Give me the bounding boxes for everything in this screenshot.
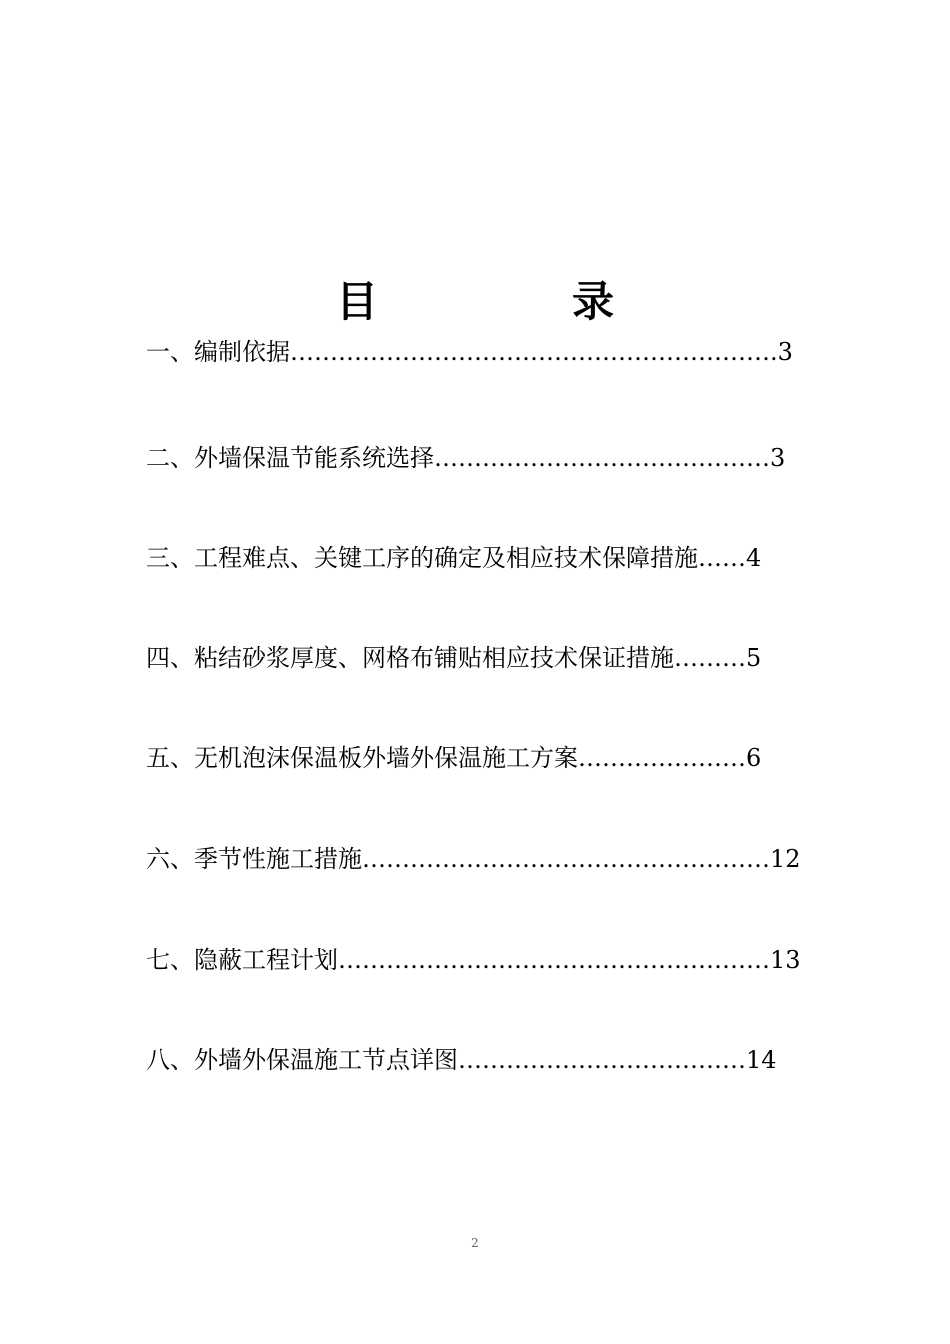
page-number: 2 bbox=[471, 1236, 479, 1250]
toc-entry-label: 二、外墙保温节能系统选择 bbox=[146, 444, 434, 472]
toc-entry-label: 七、隐蔽工程计划 bbox=[146, 946, 338, 974]
toc-entry-leader: …………………………………………… bbox=[362, 845, 770, 873]
toc-entry-leader: ……………………………… bbox=[458, 1046, 746, 1074]
toc-entry-page: .3 bbox=[770, 338, 793, 366]
toc-entry-page: 6 bbox=[746, 744, 762, 772]
toc-entry-label: 四、粘结砂浆厚度、网格布铺贴相应技术保证措施 bbox=[146, 644, 674, 672]
toc-entry bbox=[146, 1045, 777, 1075]
toc-entry bbox=[146, 945, 801, 975]
toc-entry bbox=[146, 844, 801, 874]
toc-entry-label: 八、外墙外保温施工节点详图 bbox=[146, 1046, 458, 1074]
toc-entry-page: 4 bbox=[746, 544, 762, 572]
toc-entry-leader: ………………… bbox=[578, 744, 746, 772]
toc-entry-leader: …………………………………… bbox=[434, 444, 770, 472]
toc-entry-page: 5 bbox=[746, 644, 762, 672]
toc-entry-page: 13 bbox=[770, 946, 801, 974]
toc-entry bbox=[146, 443, 785, 473]
toc-entry-page: 3 bbox=[770, 444, 786, 472]
toc-entry-label: 三、工程难点、关键工序的确定及相应技术保障措施 bbox=[146, 544, 698, 572]
toc-entry-leader: …………………………………………………… bbox=[290, 338, 770, 366]
toc-entry bbox=[146, 643, 761, 673]
toc-entry bbox=[146, 337, 793, 367]
toc-entry-page: 12 bbox=[770, 845, 801, 873]
toc-entry bbox=[146, 743, 761, 773]
toc-entry-label: 一、编制依据 bbox=[146, 338, 290, 366]
toc-entry-leader: ……………………………………………… bbox=[338, 946, 770, 974]
toc-entry-label: 五、无机泡沫保温板外墙外保温施工方案 bbox=[146, 744, 578, 772]
toc-entry-leader: ……… bbox=[674, 644, 746, 672]
toc-entry-page: 14 bbox=[746, 1046, 777, 1074]
toc-title: 目 录 bbox=[335, 277, 690, 326]
toc-entry-label: 六、季节性施工措施 bbox=[146, 845, 362, 873]
toc-entry bbox=[146, 543, 761, 573]
toc-entry-leader: …… bbox=[698, 544, 746, 572]
